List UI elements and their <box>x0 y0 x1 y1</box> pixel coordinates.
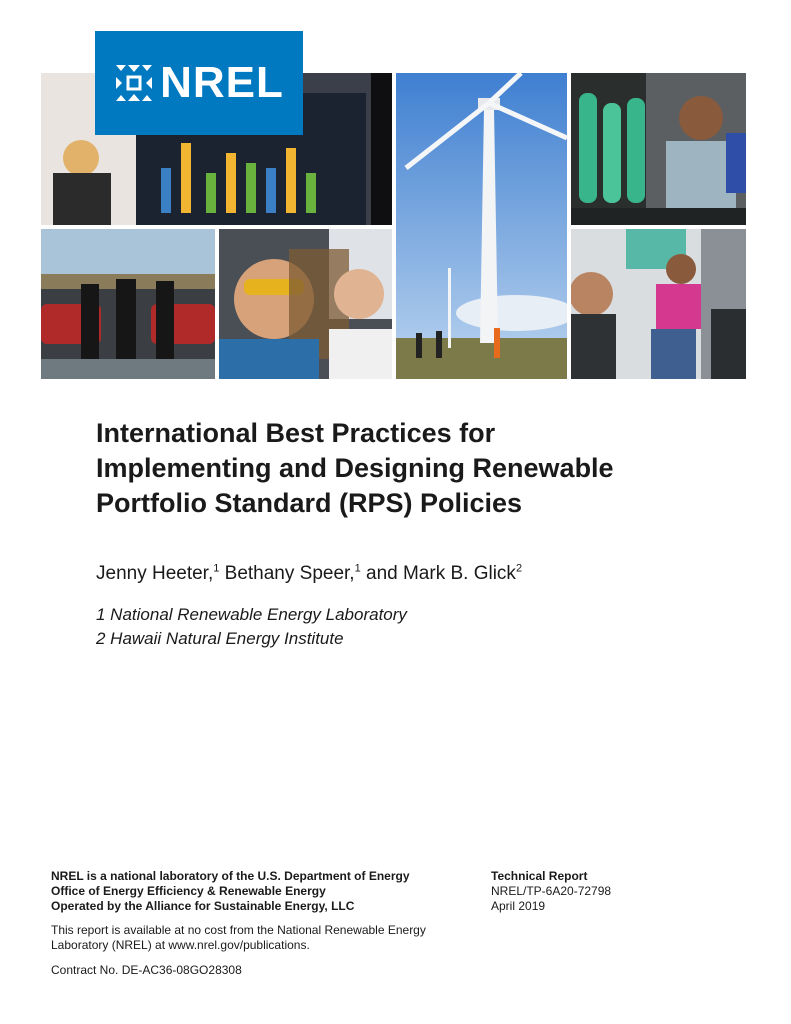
report-number: NREL/TP-6A20-72798 <box>491 884 612 898</box>
nrel-logo <box>95 31 303 135</box>
engineers-at-equipment-photo <box>571 229 746 379</box>
author-name: and Mark B. Glick <box>360 563 516 584</box>
affiliation-line: 2 Hawaii Natural Energy Institute <box>96 629 344 648</box>
report-type: Technical Report <box>491 869 588 883</box>
author-list <box>96 563 522 585</box>
lab-researcher-photo <box>571 73 746 225</box>
author-affiliation-marker: 1 <box>354 562 361 575</box>
report-info-block <box>491 869 611 914</box>
report-date: April 2019 <box>491 899 546 913</box>
footer-organization-block <box>51 869 471 953</box>
author-name: Bethany Speer, <box>219 563 355 584</box>
wind-turbine-photo <box>396 73 567 379</box>
author-affiliation-marker: 1 <box>213 562 220 575</box>
people-with-cars-photo <box>41 229 215 379</box>
scientists-selfie-photo <box>219 229 392 379</box>
affiliation-line: 1 National Renewable Energy Laboratory <box>96 605 407 624</box>
footer-org-line: NREL is a national laboratory of the U.S. Department of Energy <box>51 869 410 883</box>
author-name: Jenny Heeter, <box>96 563 214 584</box>
availability-statement: This report is available at no cost from the National Renewable Energy Laboratory (NREL) at www.nrel.gov/publications. <box>51 923 426 952</box>
contract-number: Contract No. DE-AC36-08GO28308 <box>51 963 242 977</box>
report-title: International Best Practices for Implementing and Designing Renewable Portfolio Standard (RPS) Policies <box>96 418 614 518</box>
footer-org-line: Office of Energy Efficiency & Renewable Energy <box>51 884 326 898</box>
author-affiliation-marker: 2 <box>515 562 523 575</box>
nrel-logo-mark-icon <box>114 63 154 103</box>
footer-org-line: Operated by the Alliance for Sustainable Energy, LLC <box>51 899 355 913</box>
nrel-logo-text: NREL <box>160 58 284 107</box>
